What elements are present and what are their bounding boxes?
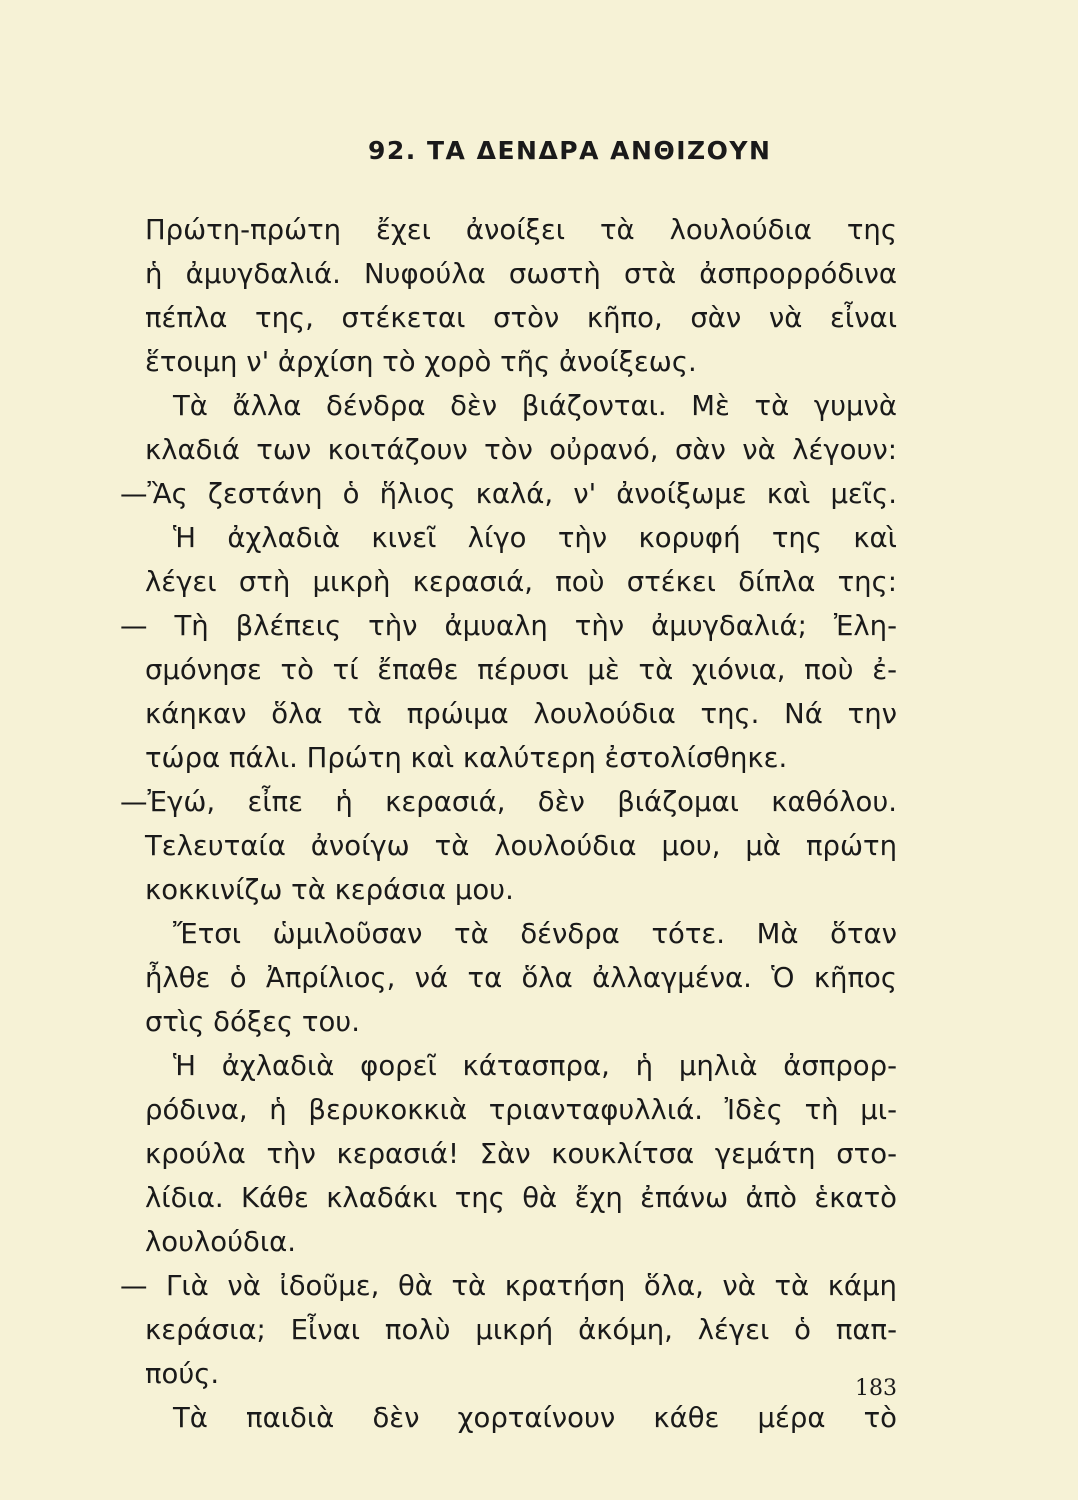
text-line: πέπλα της, στέκεται στὸν κῆπο, σὰν νὰ εἶναι: [145, 302, 897, 334]
text-line: —Ἂς ζεστάνη ὁ ἥλιος καλά, ν' ἀνοίξωμε καὶ μεῖς.: [120, 478, 897, 510]
text-line: λουλούδια.: [145, 1226, 297, 1258]
text-line: λίδια. Κάθε κλαδάκι της θὰ ἔχη ἐπάνω ἀπὸ ἑκατὸ: [145, 1182, 897, 1214]
page-number: 183: [855, 1376, 897, 1401]
text-line: σμόνησε τὸ τί ἔπαθε πέρυσι μὲ τὰ χιόνια, ποὺ ἐ-: [145, 654, 897, 686]
text-line: στὶς δόξες του.: [145, 1006, 360, 1038]
text-line: —Ἐγώ, εἶπε ἡ κερασιά, δὲν βιάζομαι καθόλου.: [120, 786, 897, 818]
text-line: ρόδινα, ἡ βερυκοκκιὰ τριανταφυλλιά. Ἰδὲς τὴ μι-: [145, 1094, 897, 1126]
text-line: ἡ ἀμυγδαλιά. Νυφούλα σωστὴ στὰ ἀσπρορρόδινα: [145, 258, 897, 290]
text-line: πούς.: [145, 1358, 220, 1390]
text-line: Ἔτσι ὡμιλοῦσαν τὰ δένδρα τότε. Μὰ ὅταν: [173, 918, 897, 950]
text-line: κρούλα τὴν κερασιά! Σὰν κουκλίτσα γεμάτη στο-: [145, 1138, 897, 1170]
text-line: τώρα πάλι. Πρώτη καὶ καλύτερη ἐστολίσθηκε.: [145, 742, 788, 774]
text-line: κεράσια; Εἶναι πολὺ μικρή ἀκόμη, λέγει ὁ παπ-: [145, 1314, 897, 1346]
text-line: Πρώτη-πρώτη ἔχει ἀνοίξει τὰ λουλούδια της: [145, 214, 897, 246]
text-line: Τὰ ἄλλα δένδρα δὲν βιάζονται. Μὲ τὰ γυμνὰ: [173, 390, 897, 422]
text-line: λέγει στὴ μικρὴ κερασιά, ποὺ στέκει δίπλα της:: [145, 566, 897, 598]
text-line: Τελευταία ἀνοίγω τὰ λουλούδια μου, μὰ πρώτη: [145, 830, 897, 862]
text-line: ἕτοιμη ν' ἀρχίση τὸ χορὸ τῆς ἀνοίξεως.: [145, 346, 697, 378]
text-line: — Γιὰ νὰ ἰδοῦμε, θὰ τὰ κρατήση ὅλα, νὰ τὰ κάμη: [120, 1270, 897, 1302]
text-line: κάηκαν ὅλα τὰ πρώιμα λουλούδια της. Νά την: [145, 698, 897, 730]
text-line: κλαδιά των κοιτάζουν τὸν οὐρανό, σὰν νὰ λέγουν:: [145, 434, 897, 466]
chapter-title: 92. ΤΑ ΔΕΝΔΡΑ ΑΝΘΙΖΟΥΝ: [368, 136, 772, 165]
text-line: Ἡ ἀχλαδιὰ φορεῖ κάτασπρα, ἡ μηλιὰ ἀσπρορ-: [173, 1050, 897, 1082]
text-line: κοκκινίζω τὰ κεράσια μου.: [145, 874, 514, 906]
text-line: Τὰ παιδιὰ δὲν χορταίνουν κάθε μέρα τὸ: [173, 1402, 897, 1434]
text-line: ἦλθε ὁ Ἀπρίλιος, νά τα ὅλα ἀλλαγμένα. Ὁ κῆπος: [145, 962, 897, 994]
text-line: — Τὴ βλέπεις τὴν ἀμυαλη τὴν ἀμυγδαλιά; Ἐλη-: [120, 610, 897, 642]
text-line: Ἡ ἀχλαδιὰ κινεῖ λίγο τὴν κορυφή της καὶ: [173, 522, 897, 554]
